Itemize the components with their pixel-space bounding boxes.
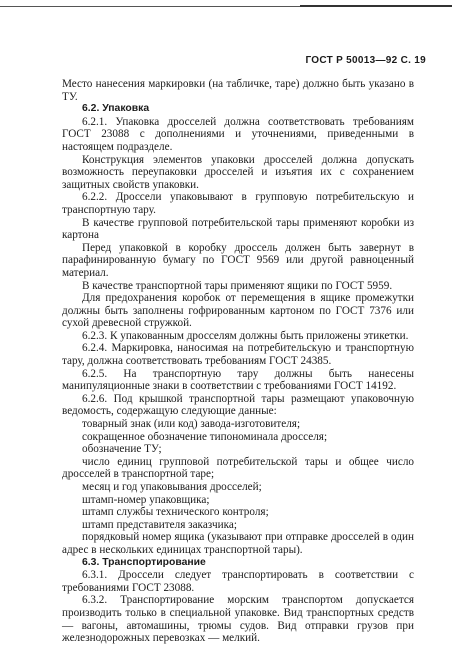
paragraph: обозначение ТУ; [82,443,162,456]
paragraph: товарный знак (или код) завода-изготовителя; [82,418,301,431]
paragraph: месяц и год упаковывания дросселей; [82,481,262,493]
paragraph: Конструкция элементов упаковки дросселей должна допускать возможность переупаковки дросселей и изъятия их с сохранением защитных свойств упаковки. [62,153,414,191]
paragraph: 6.2.4. Маркировка, наносимая на потребительскую и транспортную тару, должна соответствовать требованиям ГОСТ 24385. [62,342,414,368]
paragraph: сокращенное обозначение типономинала дросселя; [82,430,328,443]
paragraph: штамп службы технического контроля; [82,506,269,519]
paragraph: штамп представителя заказчика; [82,518,237,531]
paragraph: 6.3.1. Дроссели следует транспортировать в соответствии с требованиями ГОСТ 23088. [62,569,414,594]
paragraph: В качестве транспортной тары применяют ящики по ГОСТ 5959. [82,279,393,292]
section-heading: 6.3. Транспортирование [82,556,206,568]
paragraph: 6.2.6. Под крышкой транспортной тары размещают упаковочную ведомость, содержащую следующие данные: [62,392,414,418]
paragraph: В качестве групповой потребительской тары применяют коробки из картона [62,216,414,242]
paragraph: 6.3.2. Транспортирование морским транспортом допускается производить только в специальной упаковке. Вид транспортных средств — вагоны, автомашины, трюмы судов. Вид отправки грузов при железнодорожных перевозках — мелкий. [62,594,414,645]
paragraph: Для предохранения коробок от перемещения в ящике промежутки должны быть заполнены гофрированным картоном по ГОСТ 7376 или сухой древесной стружкой. [62,292,414,330]
paragraph: порядковый номер ящика (указывают при отправке дросселей в один адрес в нескольких единицах транспортной тары). [62,531,414,556]
section-heading: 6.2. Упаковка [82,103,150,115]
paragraph: число единиц групповой потребительской тары и общее число дросселей в транспортной таре; [62,455,414,481]
paragraph: 6.2.3. К упакованным дросселям должны быть приложены этикетки. [82,329,409,342]
top-rule-tail [300,5,452,7]
paragraph: 6.2.5. На транспортную тару должны быть нанесены манипуляционные знаки в соответствии с требованиями ГОСТ 14192. [62,367,414,393]
paragraph: Место нанесения маркировки (на табличке, таре) должно быть указано в ТУ. [62,78,414,103]
paragraph: Перед упаковкой в коробку дроссель должен быть завернут в парафинированную бумагу по ГОСТ 9569 или другой равноценный материал. [62,241,414,279]
paragraph: 6.2.2. Дроссели упаковывают в групповую потребительскую и транспортную тару. [62,191,414,216]
document-body [62,78,414,645]
page-header: ГОСТ Р 50013—92 С. 19 [305,55,426,66]
paragraph: штамп-номер упаковщика; [82,493,210,506]
paragraph: 6.2.1. Упаковка дросселей должна соответствовать требованиям ГОСТ 23088 с дополнениями и уточнениями, приведенными в настоящем подразделе. [62,115,414,153]
